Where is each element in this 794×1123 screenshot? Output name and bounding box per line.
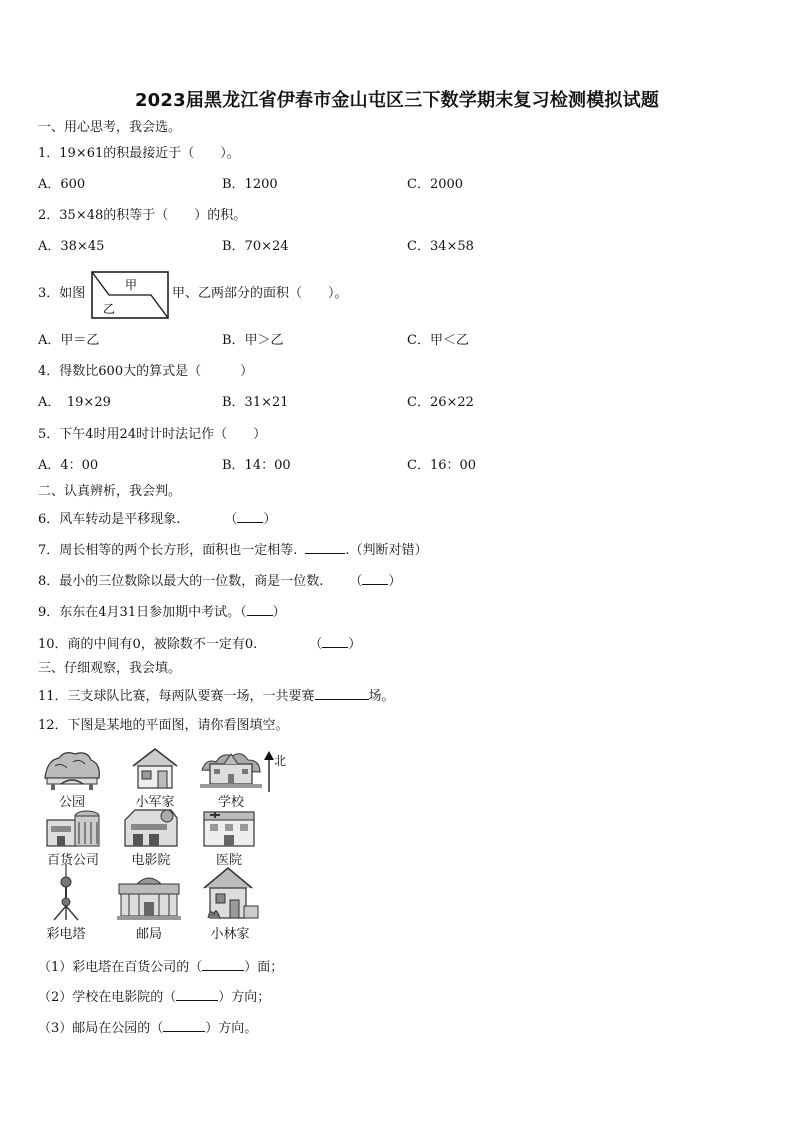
question-9-text: 9．东东在4月31日参加期中考试。: [38, 605, 241, 620]
question-12: 12．下图是某地的平面图，请你看图填空。: [38, 718, 289, 733]
paren: ）: [348, 637, 362, 652]
q3-option-c[interactable]: C．甲＜乙: [407, 333, 469, 348]
map-label: 邮局: [135, 927, 162, 942]
map-place-cinema: [120, 806, 182, 868]
map-place-hospital: [198, 806, 260, 868]
question-11-tail: 场。: [368, 689, 395, 704]
sub-question-3-text: （3）邮局在公园的（: [38, 1021, 164, 1036]
park-icon: [41, 748, 103, 790]
question-9: [38, 602, 286, 622]
question-7-text: 7．周长相等的两个长方形，面积也一定相等.: [38, 543, 298, 558]
paren: （: [349, 574, 363, 589]
map-place-department-store: [40, 806, 106, 868]
question-7-tail: .（判断对错）: [345, 543, 428, 558]
q2-option-a[interactable]: A．38×45: [38, 239, 105, 254]
q1-option-a[interactable]: A．600: [38, 177, 86, 192]
sub-question-3: [38, 1018, 257, 1038]
house-icon: [130, 746, 180, 790]
map-label: 小军家: [135, 795, 175, 810]
q1-option-b[interactable]: B．1200: [222, 177, 278, 192]
map-place-xiaolin-home: [198, 864, 262, 942]
north-indicator: [262, 750, 287, 796]
question-10: [38, 634, 361, 654]
figure-label-jia: 甲: [125, 278, 138, 292]
page-title: 2023届黑龙江省伊春市金山屯区三下数学期末复习检测模拟试题: [134, 90, 660, 111]
question-11: [38, 686, 395, 706]
paren: ）: [388, 574, 402, 589]
paren: （: [224, 512, 238, 527]
sub-question-2-tail: ）方向；: [218, 990, 271, 1005]
question-8: [38, 571, 401, 591]
sub-question-1-tail: ）面；: [244, 960, 284, 975]
question-6-text: 6．风车转动是平移现象.: [38, 512, 181, 527]
q1-option-c[interactable]: C．2000: [407, 177, 464, 192]
q4-option-a[interactable]: A． 19×29: [38, 395, 111, 410]
question-2: 2．35×48的积等于（ ）的积。: [38, 208, 247, 223]
question-10-text: 10．商的中间有0，被除数不一定有0.: [38, 637, 258, 652]
post-office-icon: [115, 872, 183, 922]
tv-tower-icon: [46, 864, 86, 922]
north-label: 北: [274, 754, 287, 768]
q4-option-b[interactable]: B．31×21: [222, 395, 289, 410]
paren: ）: [272, 605, 286, 620]
map-place-post-office: [114, 872, 184, 942]
school-icon: [198, 744, 264, 790]
department-store-icon: [43, 806, 103, 848]
section-heading: 一、用心思考，我会选。: [38, 120, 182, 135]
map-place-xiaojun-home: [126, 746, 184, 810]
answer-blank[interactable]: [237, 509, 263, 523]
q3-option-a[interactable]: A．甲＝乙: [38, 333, 100, 348]
question-3-prefix: 3．如图: [38, 286, 86, 301]
hospital-icon: [200, 806, 258, 848]
map-label: 彩电塔: [46, 927, 86, 942]
section-heading: 二、认真辨析，我会判。: [38, 484, 182, 499]
q5-option-b[interactable]: B．14：00: [222, 458, 291, 473]
section-heading: 三、仔细观察，我会填。: [38, 661, 182, 676]
sub-question-1-text: （1）彩电塔在百货公司的（: [38, 960, 203, 975]
paren: （: [309, 637, 323, 652]
answer-blank[interactable]: [202, 957, 244, 971]
map-place-park: [40, 748, 104, 810]
map-place-tv-tower: [40, 864, 92, 942]
answer-blank[interactable]: [315, 686, 369, 700]
map-label: 公园: [58, 795, 85, 810]
question-6: [38, 509, 276, 529]
figure-label-yi: 乙: [103, 302, 116, 316]
map-label: 小林家: [210, 927, 250, 942]
map-label: 医院: [215, 853, 242, 868]
answer-blank[interactable]: [176, 987, 218, 1001]
house-icon: [200, 864, 260, 922]
question-1: 1．19×61的积最接近于（ ）。: [38, 146, 240, 161]
answer-blank[interactable]: [163, 1018, 205, 1032]
map-label: 电影院: [131, 853, 171, 868]
sub-question-2: [38, 987, 270, 1007]
answer-blank[interactable]: [247, 602, 273, 616]
question-11-text: 11．三支球队比赛，每两队要赛一场，一共要赛: [38, 689, 315, 704]
q4-option-c[interactable]: C．26×22: [407, 395, 474, 410]
answer-blank[interactable]: [322, 634, 348, 648]
answer-blank[interactable]: [305, 540, 345, 554]
question-3-suffix: 甲、乙两部分的面积（ ）。: [172, 286, 348, 301]
sub-question-1: [38, 957, 283, 977]
question-5: 5．下午4时用24时计时法记作（ ）: [38, 427, 267, 442]
q2-option-b[interactable]: B．70×24: [222, 239, 289, 254]
sub-question-2-text: （2）学校在电影院的（: [38, 990, 177, 1005]
sub-question-3-tail: ）方向。: [205, 1021, 258, 1036]
map-label: 学校: [217, 795, 244, 810]
question-8-text: 8．最小的三位数除以最大的一位数，商是一位数.: [38, 574, 324, 589]
map-label: 百货公司: [46, 853, 99, 868]
q5-option-a[interactable]: A．4：00: [38, 458, 99, 473]
paren: ）: [263, 512, 277, 527]
q3-option-b[interactable]: B．甲＞乙: [222, 333, 284, 348]
rectangle-figure: [91, 271, 169, 319]
cinema-icon: [121, 806, 181, 848]
q2-option-c[interactable]: C．34×58: [407, 239, 474, 254]
map-place-school: [196, 744, 266, 810]
answer-blank[interactable]: [362, 571, 388, 585]
paren: （: [240, 605, 247, 620]
q5-option-c[interactable]: C．16：00: [407, 458, 477, 473]
question-4: 4．得数比600大的算式是（ ）: [38, 364, 254, 379]
question-7: [38, 540, 428, 560]
